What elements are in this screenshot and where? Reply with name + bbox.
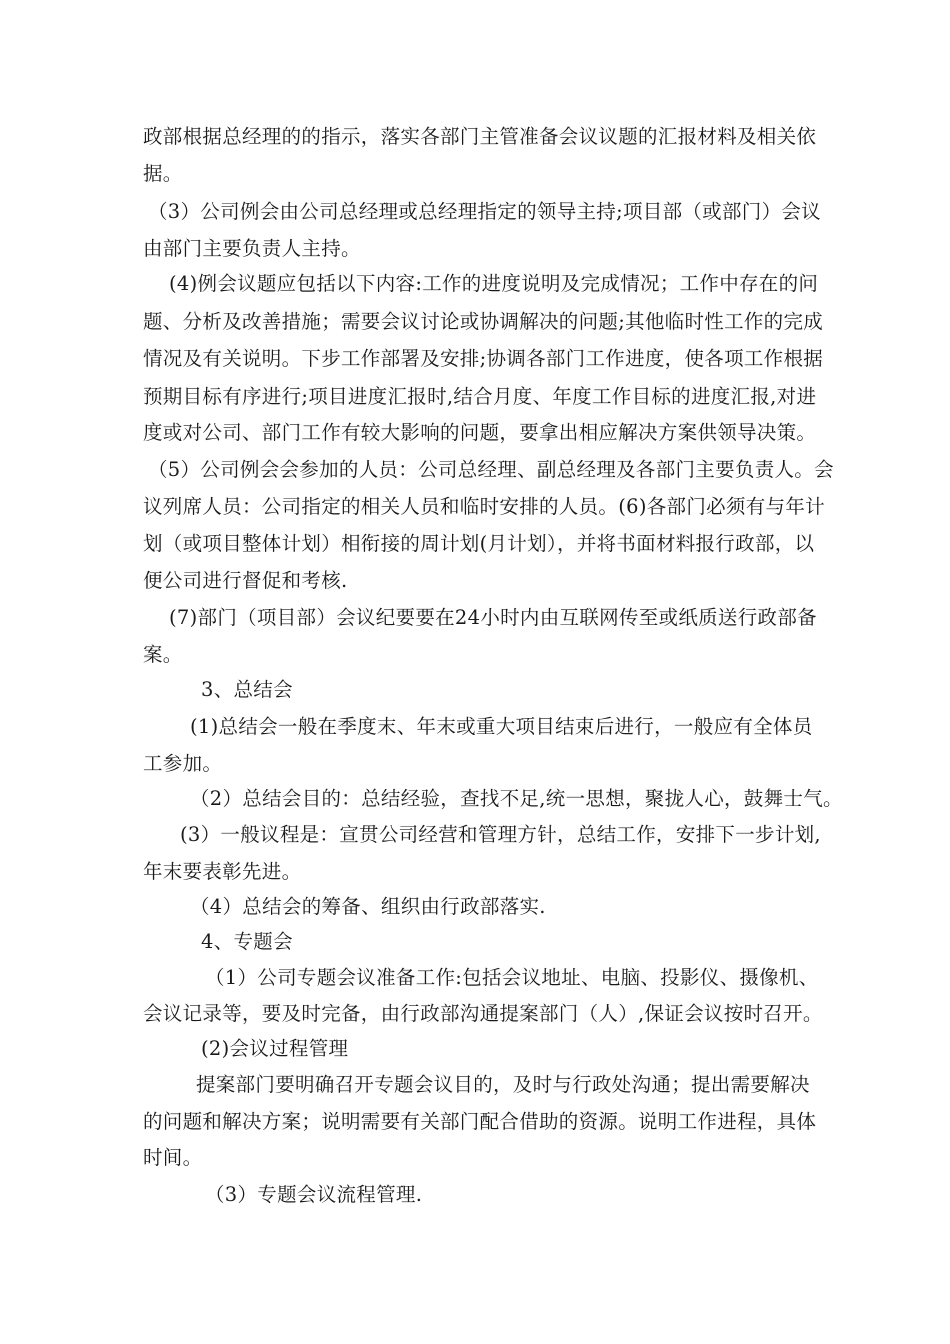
- text-line: 题、分析及改善措施；需要会议讨论或协调解决的问题;其他临时性工作的完成: [143, 310, 824, 333]
- text-line: (7)部门（项目部）会议纪要要在24小时内由互联网传至或纸质送行政部备: [169, 606, 817, 629]
- text-line: 案。: [143, 643, 183, 666]
- section-heading: 4、专题会: [201, 930, 293, 953]
- text-line: (1)总结会一般在季度末、年末或重大项目结束后进行，一般应有全体员: [190, 715, 813, 738]
- text-line: (4)例会议题应包括以下内容:工作的进度说明及完成情况；工作中存在的问: [169, 272, 819, 295]
- text-line: 情况及有关说明。下步工作部署及安排;协调各部门工作进度，使各项工作根据: [143, 347, 824, 370]
- text-line: （2）总结会目的：总结经验，查找不足,统一思想，聚拢人心，鼓舞士气。: [190, 787, 843, 810]
- section-heading: 3、总结会: [201, 678, 293, 701]
- text-line: (3）一般议程是：宣贯公司经营和管理方针，总结工作，安排下一步计划,: [180, 823, 821, 846]
- text-line: 度或对公司、部门工作有较大影响的问题，要拿出相应解决方案供领导决策。: [143, 421, 817, 444]
- text-line: 划（或项目整体计划）相衔接的周计划(月计划），并将书面材料报行政部，以: [143, 532, 815, 555]
- text-line: （3）公司例会由公司总经理或总经理指定的领导主持;项目部（或部门）会议: [148, 200, 821, 223]
- text-line: 由部门主要负责人主持。: [143, 237, 361, 260]
- text-line: 年末要表彰先进。: [143, 860, 302, 883]
- text-line: 便公司进行督促和考核.: [143, 569, 348, 592]
- text-line: 议列席人员：公司指定的相关人员和临时安排的人员。(6)各部门必须有与年计: [143, 495, 825, 518]
- text-line: 会议记录等，要及时完备，由行政部沟通提案部门（人）,保证会议按时召开。: [143, 1002, 823, 1025]
- text-line: (2)会议过程管理: [201, 1037, 349, 1060]
- text-line: 工参加。: [143, 752, 223, 775]
- text-line: 据。: [143, 162, 183, 185]
- text-line: 提案部门要明确召开专题会议目的，及时与行政处沟通；提出需要解决: [196, 1073, 810, 1096]
- text-line: （1）公司专题会议准备工作:包括会议地址、电脑、投影仪、摄像机、: [205, 966, 819, 989]
- text-line: （5）公司例会会参加的人员：公司总经理、副总经理及各部门主要负责人。会: [148, 458, 834, 481]
- text-line: 时间。: [143, 1146, 203, 1169]
- text-line: 预期目标有序进行;项目进度汇报时,结合月度、年度工作目标的进度汇报,对进: [143, 385, 817, 408]
- text-line: （3）专题会议流程管理.: [205, 1183, 423, 1206]
- text-line: 政部根据总经理的的指示，落实各部门主管准备会议议题的汇报材料及相关依: [143, 125, 817, 148]
- text-line: 的问题和解决方案；说明需要有关部门配合借助的资源。说明工作进程，具体: [143, 1110, 817, 1133]
- text-line: （4）总结会的筹备、组织由行政部落实.: [190, 895, 546, 918]
